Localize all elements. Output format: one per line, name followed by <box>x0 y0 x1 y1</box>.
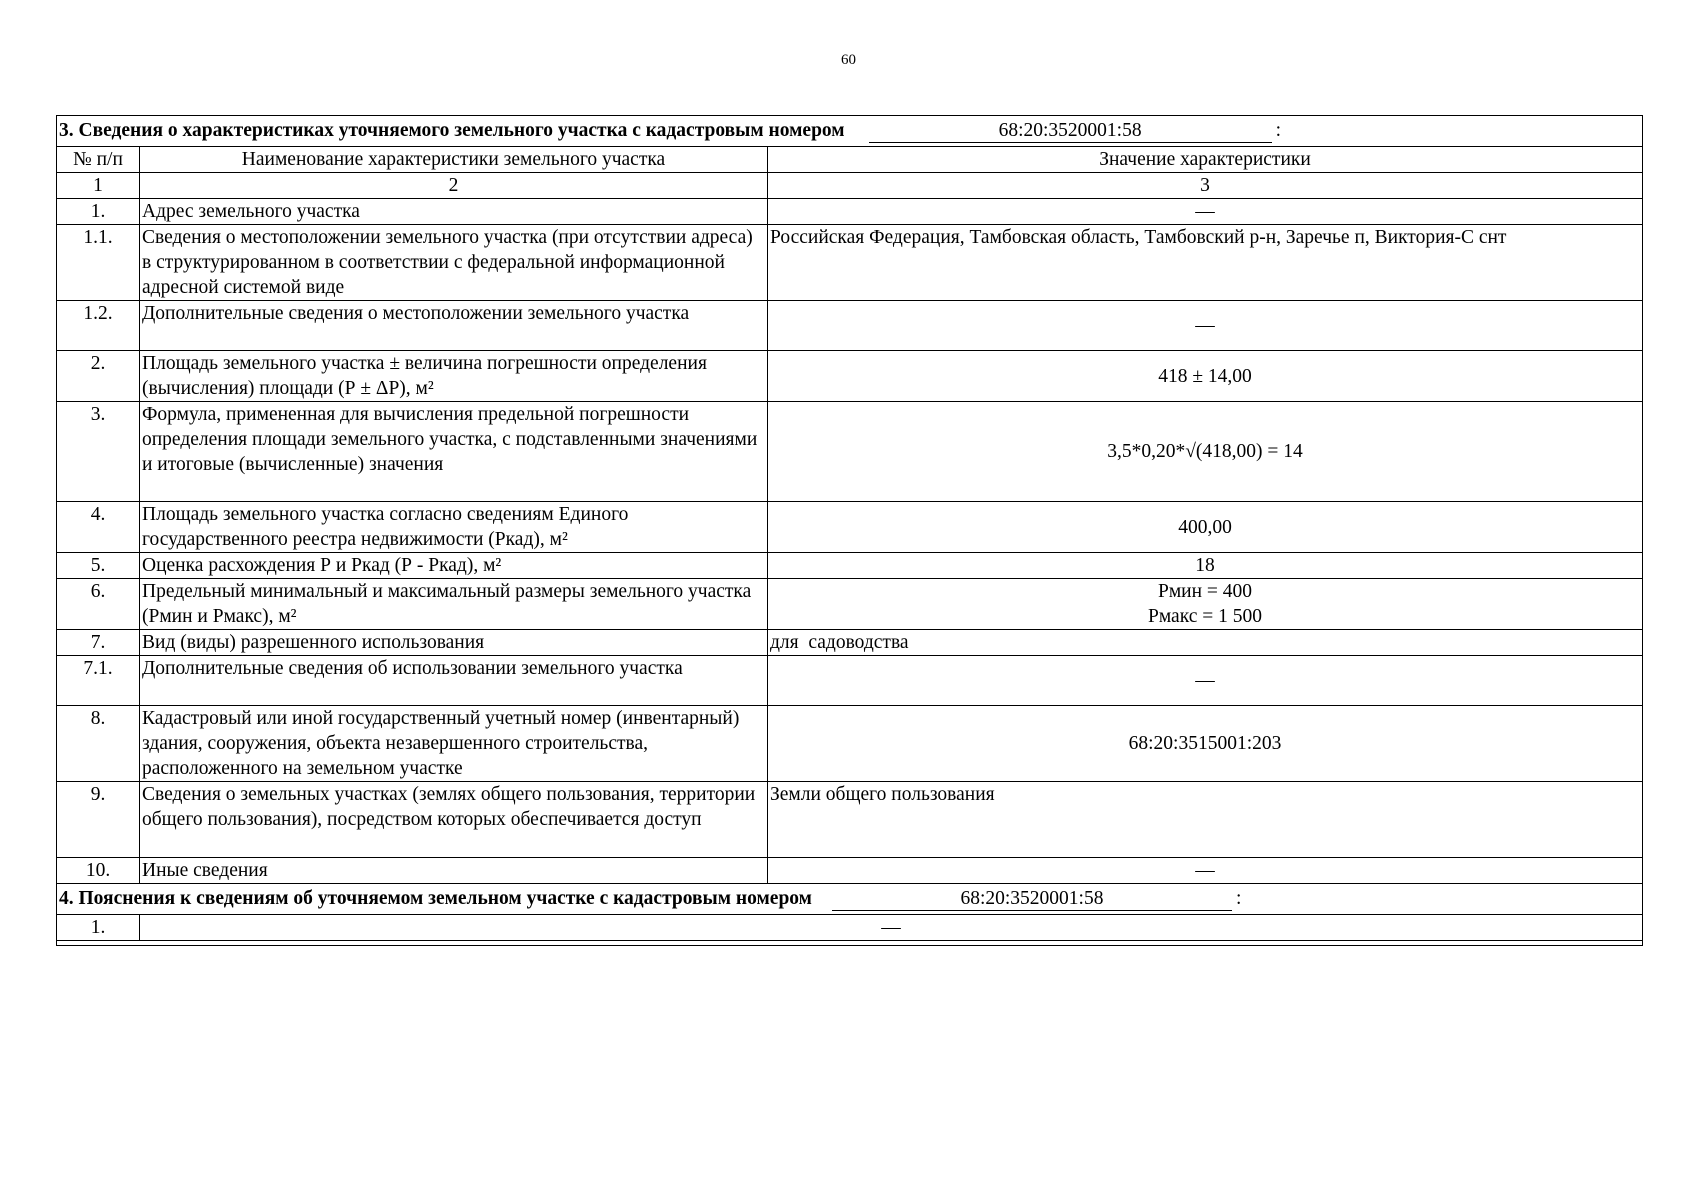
row-value-multiline <box>768 579 1643 630</box>
table-row <box>57 656 1643 706</box>
table-row <box>57 858 1643 884</box>
table-row <box>57 402 1643 502</box>
section-3-cadastral-number: 68:20:3520001:58 <box>869 120 1272 143</box>
section-4-title-cell <box>57 884 1643 915</box>
row-value: — <box>140 915 1643 941</box>
row-num: 1.2. <box>57 301 140 351</box>
row-name: Формула, примененная для вычисления предельной погрешности определения площади земельного участка, с подставленными значениями и итоговые (вычисленные) значения <box>140 402 768 502</box>
table-row <box>57 199 1643 225</box>
section-4-title-row <box>57 884 1643 915</box>
header-value: Значение характеристики <box>768 147 1643 173</box>
row-name: Дополнительные сведения об использовании земельного участка <box>140 656 768 706</box>
row-num: 7. <box>57 630 140 656</box>
table-row <box>57 630 1643 656</box>
page-number: 60 <box>841 52 856 68</box>
row-value: — <box>768 858 1643 884</box>
section-4-title: 4. Пояснения к сведениям об уточняемом земельном участке с кадастровым номером <box>59 888 812 909</box>
table-row <box>57 351 1643 402</box>
row-value: 68:20:3515001:203 <box>768 706 1643 782</box>
table-row <box>57 579 1643 630</box>
table-row <box>57 225 1643 301</box>
row-name: Сведения о местоположении земельного участка (при отсутствии адреса) в структурированном в соответствии с федеральной информационной адресной системой виде <box>140 225 768 301</box>
row-num: 3. <box>57 402 140 502</box>
row-value: 18 <box>768 553 1643 579</box>
table-bottom-border <box>57 941 1643 946</box>
row-value: — <box>768 301 1643 351</box>
row-value: Российская Федерация, Тамбовская область, Тамбовский р-н, Заречье п, Виктория-С снт <box>768 225 1643 301</box>
table-row <box>57 502 1643 553</box>
section-3-title-cell <box>57 116 1643 147</box>
row-num: 10. <box>57 858 140 884</box>
row-num: 6. <box>57 579 140 630</box>
row-name: Оценка расхождения Р и Ркад (Р - Ркад), м² <box>140 553 768 579</box>
value-min-size: Рмин = 400 <box>1157 581 1253 602</box>
row-num: 1.1. <box>57 225 140 301</box>
row-name: Сведения о земельных участках (землях общего пользования, территории общего пользования), посредством которых обеспечивается доступ <box>140 782 768 858</box>
row-num: 9. <box>57 782 140 858</box>
row-value: для садоводства <box>768 630 1643 656</box>
row-value: Земли общего пользования <box>768 782 1643 858</box>
row-value: — <box>768 656 1643 706</box>
row-num: 5. <box>57 553 140 579</box>
section-4-row <box>57 915 1643 941</box>
row-value: — <box>768 199 1643 225</box>
table-row <box>57 301 1643 351</box>
row-name: Предельный минимальный и максимальный размеры земельного участка (Рмин и Рмакс), м² <box>140 579 768 630</box>
row-name: Площадь земельного участка согласно сведениям Единого государственного реестра недвижимости (Ркад), м² <box>140 502 768 553</box>
column-numbers-row <box>57 173 1643 199</box>
row-name: Вид (виды) разрешенного использования <box>140 630 768 656</box>
row-value: 3,5*0,20*√(418,00) = 14 <box>768 402 1643 502</box>
column-number-1: 1 <box>57 173 140 199</box>
row-name: Кадастровый или иной государственный учетный номер (инвентарный) здания, сооружения, объекта незавершенного строительства, расположенного на земельном участке <box>140 706 768 782</box>
section-3-title-row <box>57 116 1643 147</box>
table-row <box>57 553 1643 579</box>
table-row <box>57 706 1643 782</box>
row-value: 418 ± 14,00 <box>768 351 1643 402</box>
table-header-row <box>57 147 1643 173</box>
column-number-3: 3 <box>768 173 1643 199</box>
row-num: 8. <box>57 706 140 782</box>
column-number-2: 2 <box>140 173 768 199</box>
row-name: Адрес земельного участка <box>140 199 768 225</box>
row-value: 400,00 <box>768 502 1643 553</box>
row-num: 1. <box>57 199 140 225</box>
row-name: Площадь земельного участка ± величина погрешности определения (вычисления) площади (Р ± ΔР), м² <box>140 351 768 402</box>
land-plot-characteristics-table <box>56 115 1643 946</box>
row-num: 4. <box>57 502 140 553</box>
table-row <box>57 782 1643 858</box>
header-num: № п/п <box>57 147 140 173</box>
header-name: Наименование характеристики земельного участка <box>140 147 768 173</box>
row-num: 1. <box>57 915 140 941</box>
value-max-size: Рмакс = 1 500 <box>1148 606 1262 627</box>
section-3-colon: : <box>1275 120 1282 141</box>
table-bottom-border-cell <box>57 941 1643 946</box>
row-num: 2. <box>57 351 140 402</box>
row-num: 7.1. <box>57 656 140 706</box>
row-name: Дополнительные сведения о местоположении земельного участка <box>140 301 768 351</box>
section-4-cadastral-number: 68:20:3520001:58 <box>832 888 1232 911</box>
row-name: Иные сведения <box>140 858 768 884</box>
section-3-title: 3. Сведения о характеристиках уточняемого земельного участка с кадастровым номером <box>59 120 845 141</box>
section-4-colon: : <box>1235 888 1242 909</box>
